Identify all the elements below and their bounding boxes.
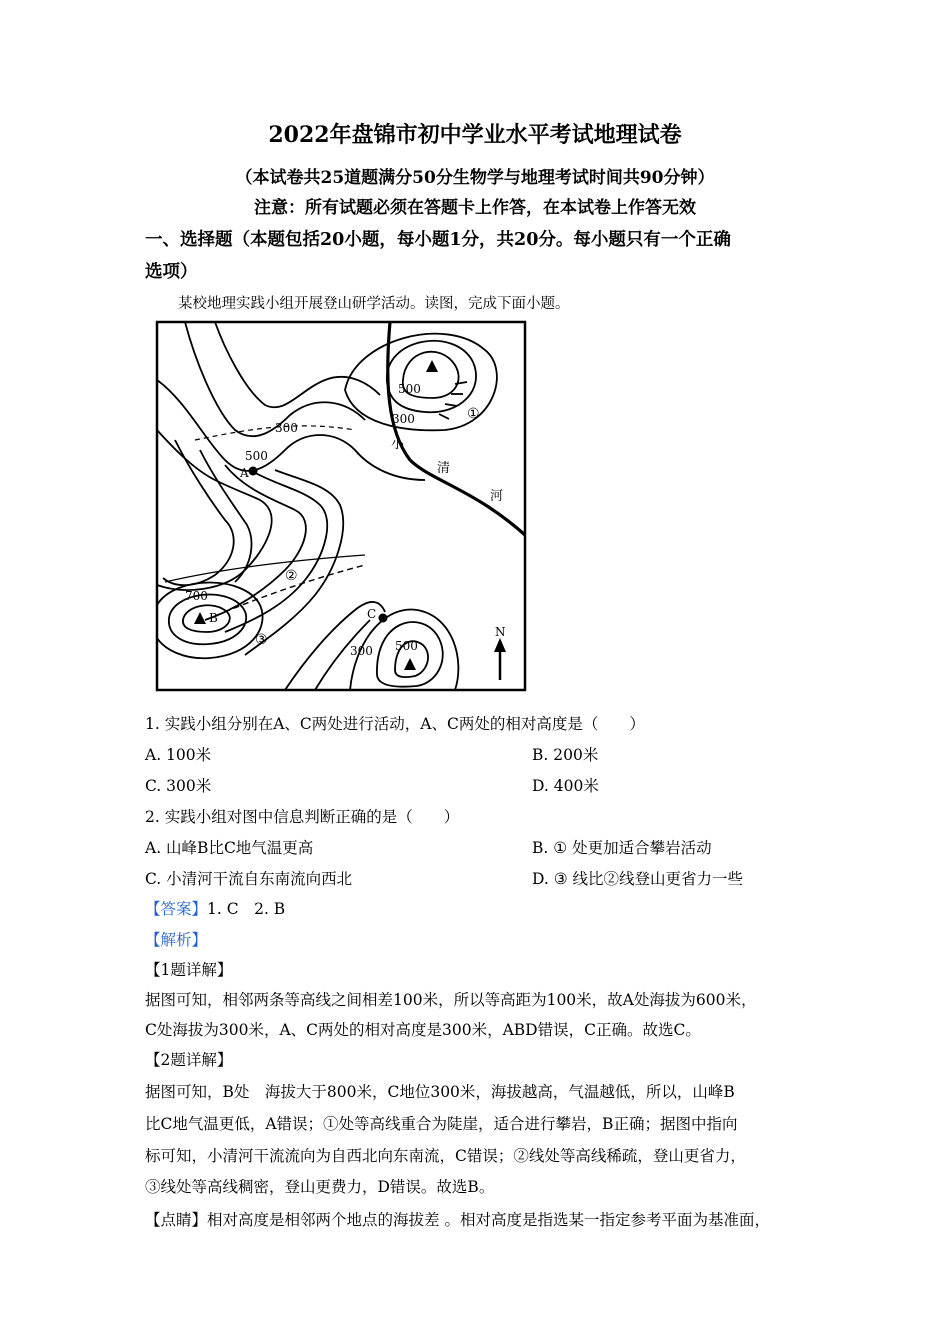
label-route-1: ① — [467, 406, 480, 422]
exam-notice: 注意：所有试题必须在答题卡上作答，在本试卷上作答无效 — [254, 198, 696, 218]
river-label-3: 河 — [490, 489, 504, 504]
contour-label-500-se: 500 — [395, 639, 418, 653]
label-route-2: ② — [285, 568, 298, 584]
answer-text: 1. C 2. B — [207, 900, 286, 918]
detail-1-line: 据图可知，相邻两条等高线之间相差100米，所以等高距为100米，故A处海拔为600米， — [145, 991, 757, 1009]
tip-line — [145, 1208, 770, 1230]
question-2-option-c: C. 小清河干流自东南流向西北 — [145, 870, 353, 888]
north-label: N — [495, 625, 506, 639]
peak-b-icon — [194, 612, 206, 624]
question-2-stem: 2. 实践小组对图中信息判断正确的是（ ） — [145, 808, 460, 826]
contour-label-300-s: 300 — [350, 644, 373, 658]
point-c — [379, 614, 388, 623]
peak-ne-icon — [426, 360, 438, 372]
analysis-tag: 【解析】 — [145, 931, 208, 949]
label-a: A — [240, 466, 249, 480]
contour-label-700: 700 — [185, 589, 208, 603]
question-1-option-c: C. 300米 — [145, 777, 212, 795]
river-label-2: 清 — [437, 461, 451, 476]
exam-title: 2022年盘锦市初中学业水平考试地理试卷 — [268, 122, 682, 148]
label-c: C — [367, 607, 377, 621]
tip-text: 相对高度是相邻两个地点的海拔差 。相对高度是指选某一指定参考平面为基准面， — [207, 1211, 770, 1229]
cliff-marks — [439, 382, 467, 419]
contour-label-300-w: 300 — [275, 421, 298, 435]
detail-1-tag: 【1题详解】 — [145, 961, 233, 979]
detail-2-line: 据图可知，B处 海拔大于800米，C地位300米，海拔越高，气温越低，所以，山峰B — [145, 1083, 735, 1101]
question-1-option-d: D. 400米 — [532, 777, 599, 795]
tip-tag: 【点睛】 — [145, 1211, 208, 1229]
contour-label-500-ne: 500 — [398, 382, 421, 396]
point-a — [249, 467, 258, 476]
question-2-option-b: B. ① 处更加适合攀岩活动 — [532, 839, 712, 857]
label-b: B — [209, 611, 218, 625]
question-intro: 某校地理实践小组开展登山研学活动。读图，完成下面小题。 — [178, 296, 570, 312]
question-1-option-a: A. 100米 — [145, 746, 212, 764]
detail-2-line: ③线处等高线稠密，登山更费力，D错误。故选B。 — [145, 1178, 495, 1196]
detail-2-line: 比C地气温更低，A错误；①处等高线重合为陡崖，适合进行攀岩，B正确；据图中指向 — [145, 1115, 738, 1133]
exam-subtitle: （本试卷共25道题满分50分生物学与地理考试时间共90分钟） — [235, 168, 715, 188]
peak-se-icon — [404, 658, 416, 670]
question-1-option-b: B. 200米 — [532, 746, 599, 764]
answer-tag: 【答案】 — [145, 900, 208, 918]
answer-line — [145, 897, 285, 919]
detail-2-line: 标可知，小清河干流流向为自西北向东南流，C错误；②线处等高线稀疏，登山更省力， — [145, 1147, 746, 1165]
contour-label-500-w: 500 — [245, 449, 268, 463]
contour-lines — [157, 322, 497, 690]
detail-1-line: C处海拔为300米，A、C两处的相对高度是300米，ABD错误，C正确。故选C。 — [145, 1021, 701, 1039]
contour-label-300-ne: 300 — [392, 412, 415, 426]
section-heading-line2: 选项） — [145, 262, 198, 282]
contour-map — [155, 320, 527, 692]
detail-2-tag: 【2题详解】 — [145, 1051, 233, 1069]
river-label-1: 小 — [391, 437, 405, 452]
section-heading-line1: 一、选择题（本题包括20小题，每小题1分，共20分。每小题只有一个正确 — [145, 230, 731, 250]
question-1-stem: 1. 实践小组分别在A、C两处进行活动，A、C两处的相对高度是（ ） — [145, 715, 645, 733]
question-2-option-d: D. ③ 线比②线登山更省力一些 — [532, 870, 744, 888]
question-2-option-a: A. 山峰B比C地气温更高 — [145, 839, 314, 857]
label-route-3: ③ — [255, 632, 268, 648]
